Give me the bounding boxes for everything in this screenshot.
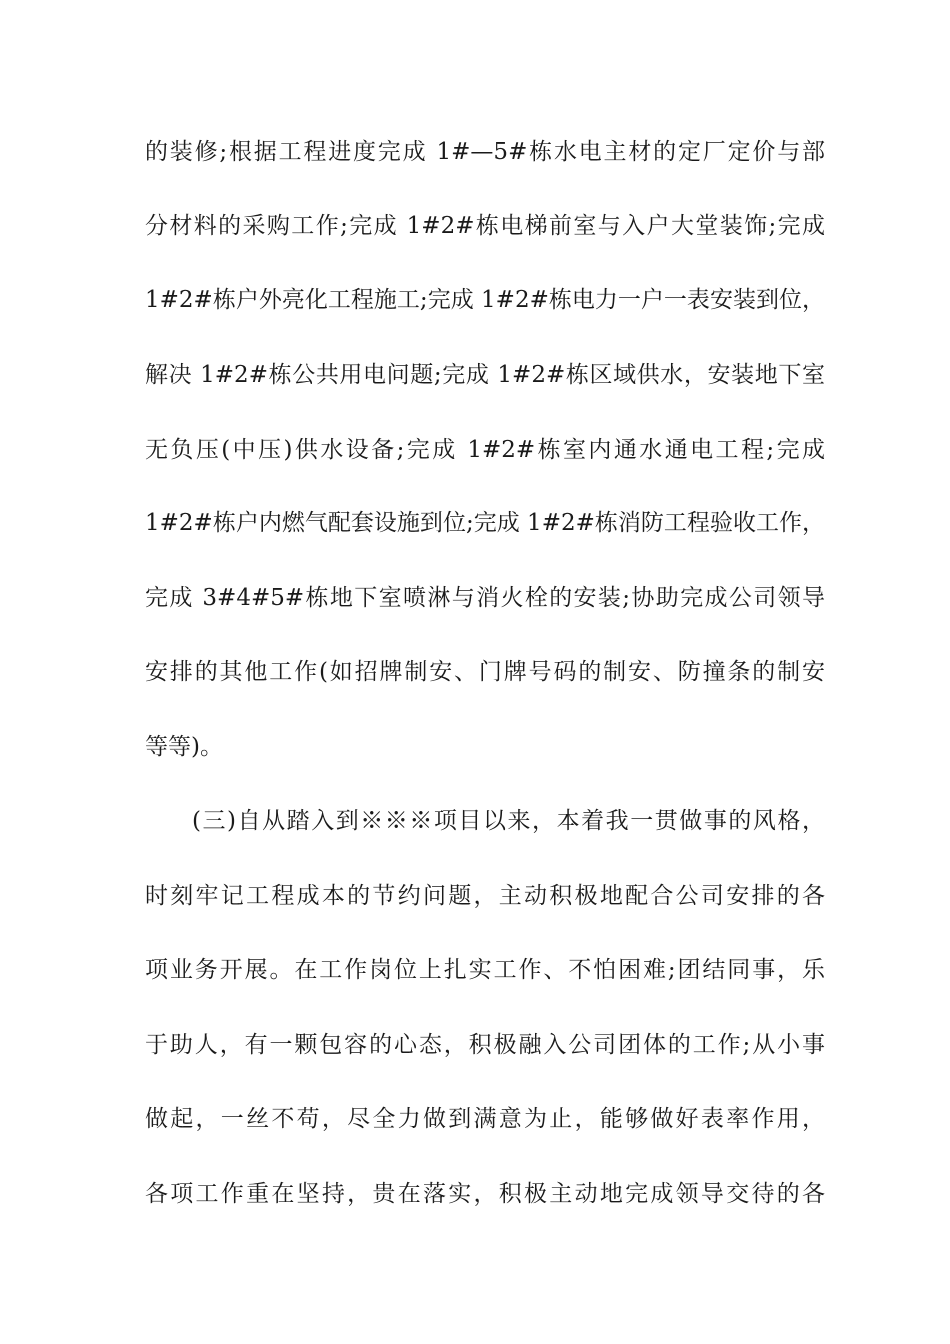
text-line-8: 安排的其他工作(如招牌制安、门牌号码的制安、防撞条的制安 (145, 659, 825, 685)
text-line-12: 项业务开展。在工作岗位上扎实工作、不怕困难;团结同事，乐 (145, 957, 825, 983)
text-line-5: 无负压(中压)供水设备;完成 1#2#栋室内通水通电工程;完成 (145, 437, 825, 463)
text-line-11: 时刻牢记工程成本的节约问题，主动积极地配合公司安排的各 (145, 883, 825, 909)
text-line-6: 1#2#栋户内燃气配套设施到位;完成 1#2#栋消防工程验收工作， (145, 510, 825, 536)
text-line-9: 等等)。 (145, 734, 223, 760)
text-line-4: 解决 1#2#栋公共用电问题;完成 1#2#栋区域供水，安装地下室 (145, 362, 825, 388)
text-line-1: 的装修;根据工程进度完成 1#—5#栋水电主材的定厂定价与部 (145, 139, 825, 165)
text-line-2: 分材料的采购工作;完成 1#2#栋电梯前室与入户大堂装饰;完成 (145, 213, 825, 239)
text-line-13: 于助人，有一颗包容的心态，积极融入公司团体的工作;从小事 (145, 1032, 825, 1058)
text-line-3: 1#2#栋户外亮化工程施工;完成 1#2#栋电力一户一表安装到位， (145, 287, 825, 313)
paragraph-3-line-1: (三)自从踏入到※※※项目以来，本着我一贯做事的风格， (192, 808, 825, 834)
text-line-14: 做起，一丝不苟，尽全力做到满意为止，能够做好表率作用， (145, 1106, 825, 1132)
text-line-7: 完成 3#4#5#栋地下室喷淋与消火栓的安装;协助完成公司领导 (145, 585, 825, 611)
text-line-15: 各项工作重在坚持，贵在落实，积极主动地完成领导交待的各 (145, 1181, 825, 1207)
